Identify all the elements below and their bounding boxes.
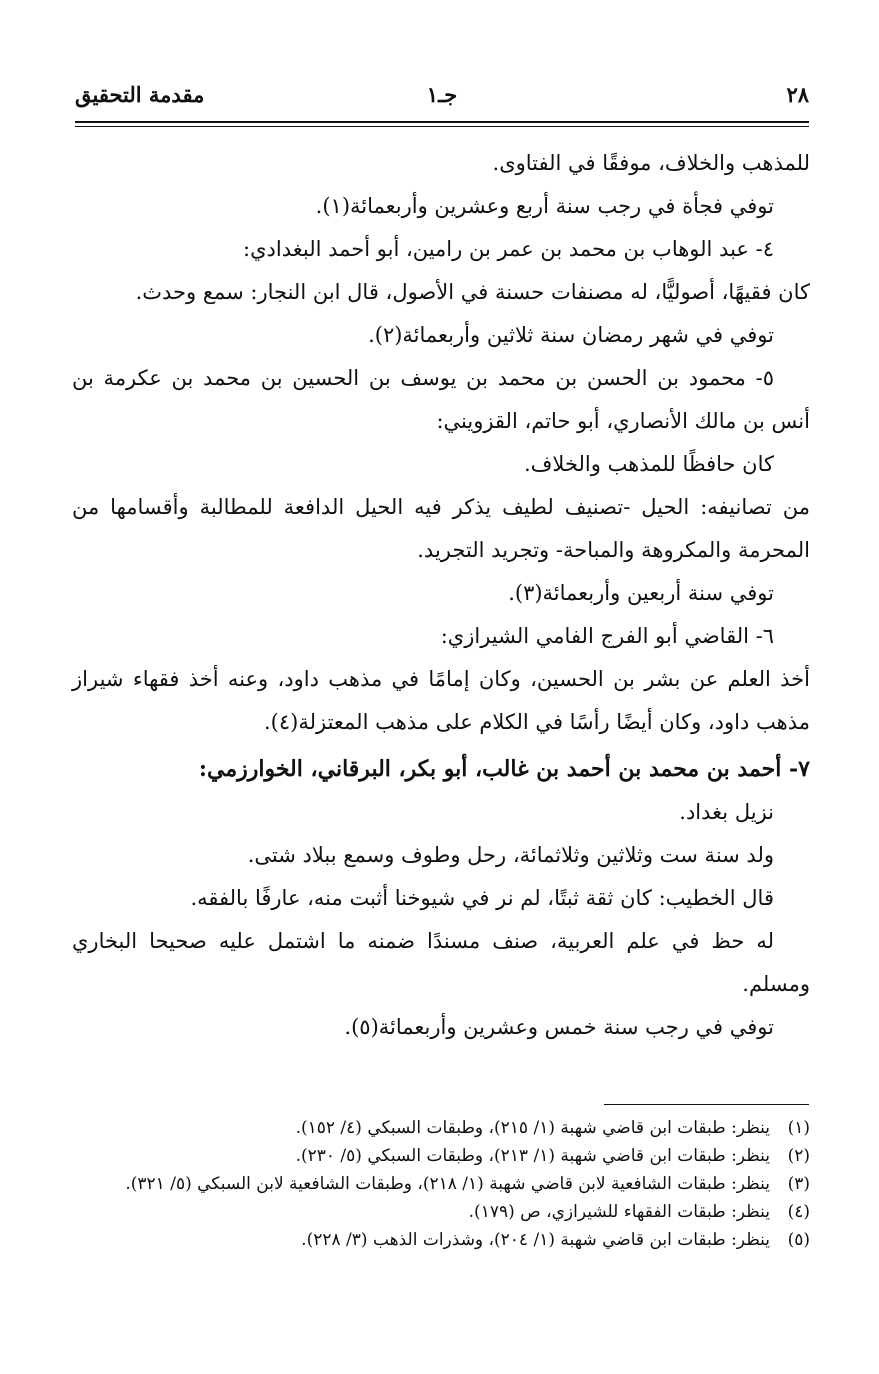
footnote: [72, 1114, 810, 1142]
header-rule-thick: [75, 121, 809, 123]
paragraph: ٦- القاضي أبو الفرج الفامي الشيرازي:: [440, 624, 774, 648]
paragraph: كان فقيهًا، أصوليًّا، له مصنفات حسنة في الأصول، قال ابن النجار: سمع وحدث.: [135, 280, 810, 304]
paragraph: ٥- محمود بن الحسن بن محمد بن يوسف بن الحسين بن محمد بن عكرمة بن أنس بن مالك الأنصاري، أبو حاتم، القزويني:: [72, 366, 810, 433]
paragraph: للمذهب والخلاف، موفقًا في الفتاوى.: [492, 151, 810, 175]
footnote-text: ينظر: طبقات ابن قاضي شهبة (١/ ٢٠٤)، وشذرات الذهب (٣/ ٢٢٨).: [301, 1230, 770, 1250]
footnote: [72, 1198, 810, 1226]
footnote-number: (٢): [787, 1146, 810, 1166]
paragraph: قال الخطيب: كان ثقة ثبتًا، لم نر في شيوخنا أثبت منه، عارفًا بالفقه.: [190, 886, 774, 910]
paragraph: ٤- عبد الوهاب بن محمد بن عمر بن رامين، أبو أحمد البغدادي:: [243, 237, 774, 261]
footnote-number: (٣): [787, 1174, 810, 1194]
volume-label: جـ١: [426, 82, 458, 107]
entry-heading: ٧- أحمد بن محمد بن أحمد بن غالب، أبو بكر، البرقاني، الخوارزمي:: [198, 756, 810, 782]
footnote-number: (٤): [787, 1202, 810, 1222]
paragraph: توفي فجأة في رجب سنة أربع وعشرين وأربعمائة(١).: [315, 194, 774, 218]
paragraph: توفي في رجب سنة خمس وعشرين وأربعمائة(٥).: [344, 1015, 774, 1039]
footnote: [72, 1226, 810, 1254]
paragraph: نزيل بغداد.: [679, 800, 774, 824]
paragraph: كان حافظًا للمذهب والخلاف.: [523, 452, 774, 476]
footnote-number: (٥): [787, 1230, 810, 1250]
running-header: [75, 82, 809, 118]
paragraph: من تصانيفه: الحيل -تصنيف لطيف يذكر فيه الحيل الدافعة للمطالبة وأقسامها من المحرمة والمكروهة والمباحة- وتجريد التجريد.: [72, 495, 810, 562]
footnote: [72, 1170, 810, 1198]
footnote-text: ينظر: طبقات ابن قاضي شهبة (١/ ٢١٣)، وطبقات السبكي (٥/ ٢٣٠).: [295, 1146, 770, 1166]
footnote-text: ينظر: طبقات ابن قاضي شهبة (١/ ٢١٥)، وطبقات السبكي (٤/ ١٥٢).: [295, 1118, 770, 1138]
section-title: مقدمة التحقيق: [75, 82, 205, 107]
footnote-number: (١): [787, 1118, 810, 1138]
paragraph: توفي سنة أربعين وأربعمائة(٣).: [508, 581, 774, 605]
paragraph: ولد سنة ست وثلاثين وثلاثمائة، رحل وطوف وسمع ببلاد شتى.: [247, 843, 774, 867]
paragraph: له حظ في علم العربية، صنف مسندًا ضمنه ما اشتمل عليه صحيحا البخاري ومسلم.: [72, 929, 810, 996]
footnote-separator: [604, 1104, 809, 1105]
footnote-text: ينظر: طبقات الفقهاء للشيرازي، ص (١٧٩).: [468, 1202, 770, 1222]
footnote: [72, 1142, 810, 1170]
footnote-text: ينظر: طبقات الشافعية لابن قاضي شهبة (١/ ٢١٨)، وطبقات الشافعية لابن السبكي (٥/ ٣٢١).: [125, 1174, 770, 1194]
paragraph: أخذ العلم عن بشر بن الحسين، وكان إمامًا في مذهب داود، وعنه أخذ فقهاء شيراز مذهب داود، وكان أيضًا رأسًا في الكلام على مذهب المعتزلة(٤).: [72, 667, 810, 734]
main-text: [72, 142, 810, 1049]
page-number: ٢٨: [786, 82, 809, 107]
paragraph: توفي في شهر رمضان سنة ثلاثين وأربعمائة(٢).: [368, 323, 774, 347]
footnotes: [72, 1114, 810, 1254]
header-rule-thin: [75, 126, 809, 127]
